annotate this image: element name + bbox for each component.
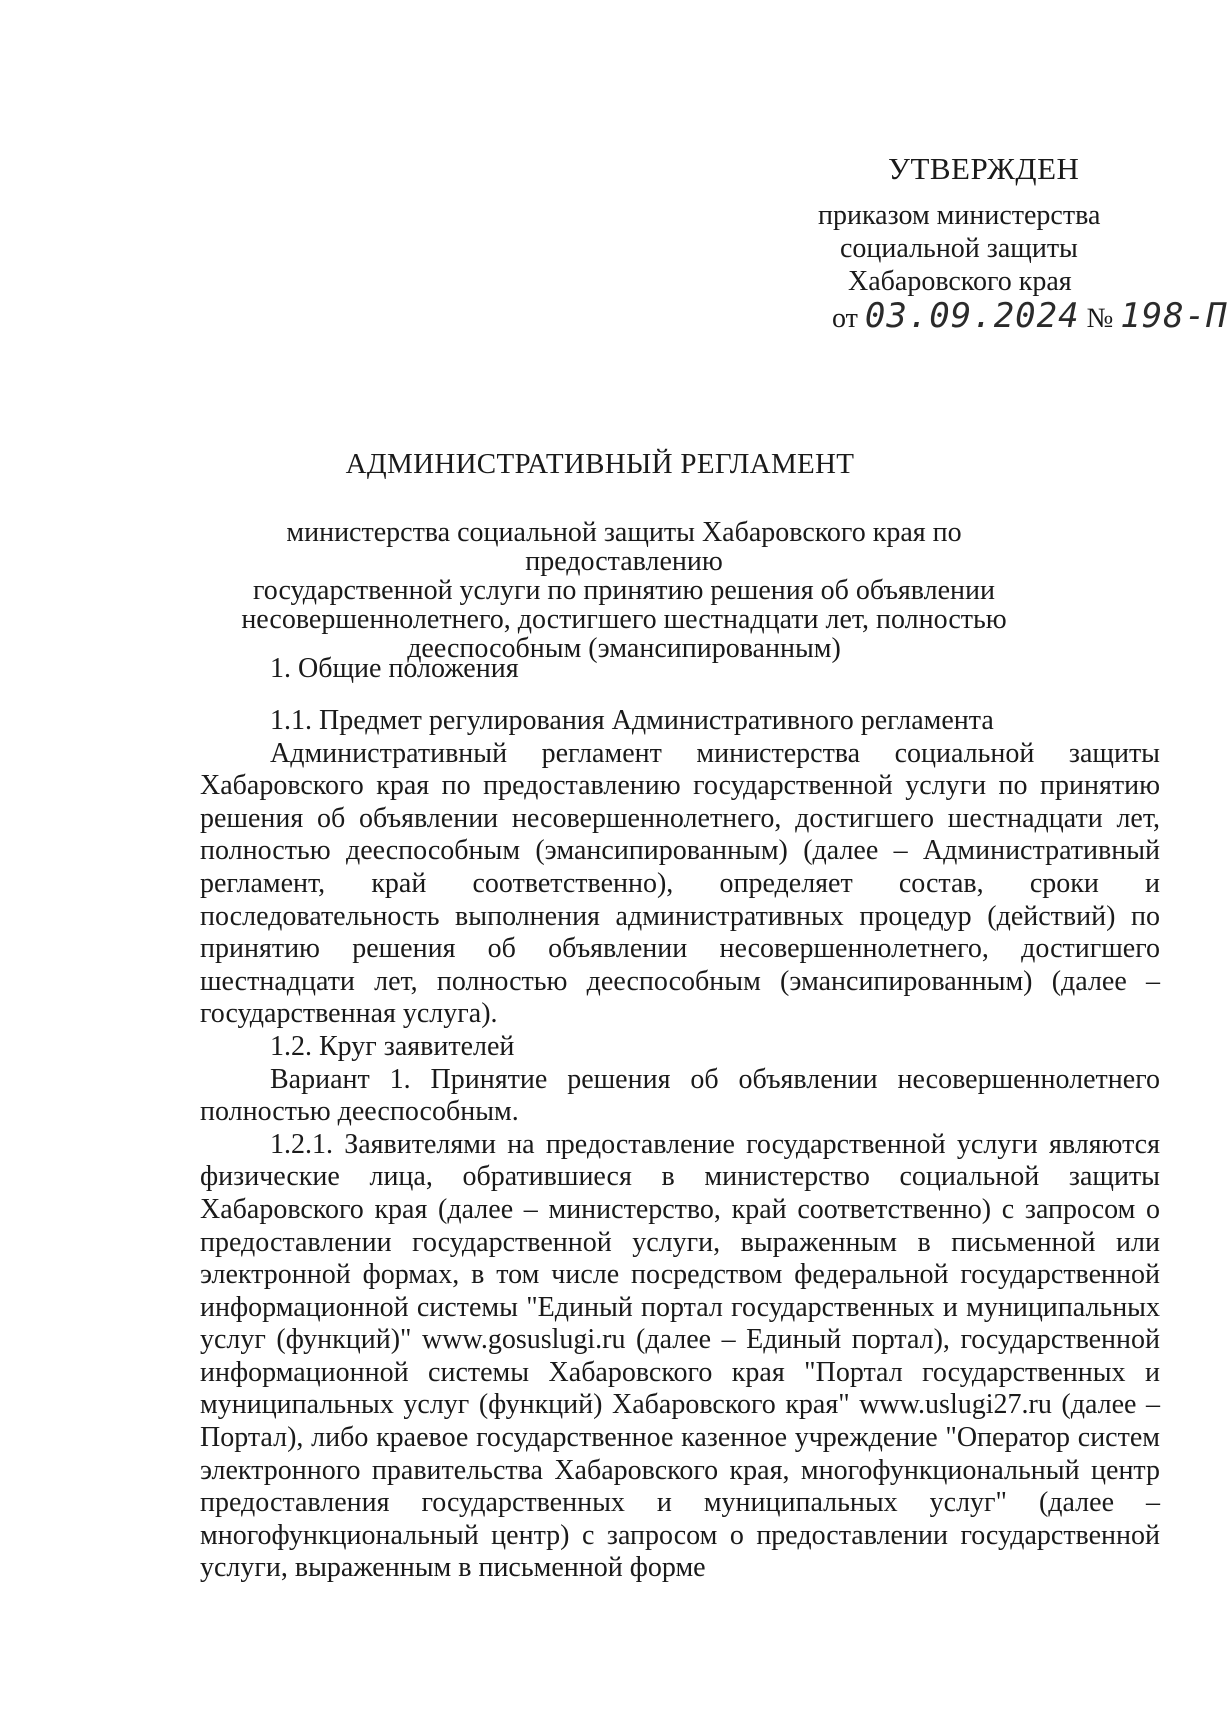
document-body: [200, 652, 1160, 1585]
approval-line-1: приказом министерства: [818, 200, 1101, 231]
paragraph-1-1: Административный регламент министерства социальной защиты Хабаровского края по предоставлению государственной услуги по принятию решения об объявлении несовершеннолетнего, достигшего шестнадцати лет, полностью дееспособным (эмансипированным) (далее – Административный регламент, край соответственно), определяет состав, сроки и последовательность выполнения административных процедур (действий) по принятию решения об объявлении несовершеннолетнего, достигшего шестнадцати лет, полностью дееспособным (эмансипированным) (далее – государственная услуга).: [200, 737, 1160, 1030]
document-title: АДМИНИСТРАТИВНЫЙ РЕГЛАМЕНТ: [345, 448, 855, 480]
subtitle-line: дееспособным (эмансипированным): [407, 633, 841, 664]
approval-number-label: №: [1086, 303, 1114, 334]
paragraph-1-2-1: 1.2.1. Заявителями на предоставление государственной услуги являются физические лица, обратившиеся в министерство социальной защиты Хабаровского края (далее – министерство, край соответственно) с запросом о предоставлении государственной услуги, выраженным в письменной или электронной формах, в том числе посредством федеральной государственной информационной системы "Единый портал государственных и муниципальных услуг (функций)" www.gosuslugi.ru (далее – Единый портал), государственной информационной системы Хабаровского края "Портал государственных и муниципальных услуг (функций) Хабаровского края" www.uslugi27.ru (далее – Портал), либо краевое государственное казенное учреждение "Оператор систем электронного правительства Хабаровского края, многофункциональный центр предоставления государственных и муниципальных услуг" (далее – многофункциональный центр) с запросом о предоставлении государственной услуги, выраженным в письменной форме: [200, 1128, 1160, 1584]
approval-line-2: социальной защиты: [840, 233, 1078, 264]
approval-stamp: [818, 151, 1228, 336]
approval-line-3: Хабаровского края: [848, 266, 1072, 297]
subtitle-line: несовершеннолетнего, достигшего шестнадцати лет, полностью: [241, 604, 1007, 635]
paragraph-variant-1: Вариант 1. Принятие решения об объявлении несовершеннолетнего полностью дееспособным.: [200, 1063, 1160, 1128]
section-heading-general: 1. Общие положения: [270, 653, 519, 684]
approval-date-line: [832, 296, 1228, 336]
document-subtitle: [190, 518, 1058, 663]
subtitle-line: министерства социальной защиты Хабаровского края по предоставлению: [286, 517, 962, 577]
approval-from-label: от: [832, 303, 858, 334]
heading-1-1: 1.1. Предмет регулирования Административного регламента: [270, 705, 994, 736]
approval-title: УТВЕРЖДЕН: [888, 151, 1080, 186]
approval-date-handwritten: 03.09.2024: [864, 296, 1080, 336]
subtitle-line: государственной услуги по принятию решения об объявлении: [253, 575, 995, 606]
heading-1-2: 1.2. Круг заявителей: [270, 1030, 515, 1062]
approval-number-handwritten: 198-П: [1120, 296, 1228, 336]
